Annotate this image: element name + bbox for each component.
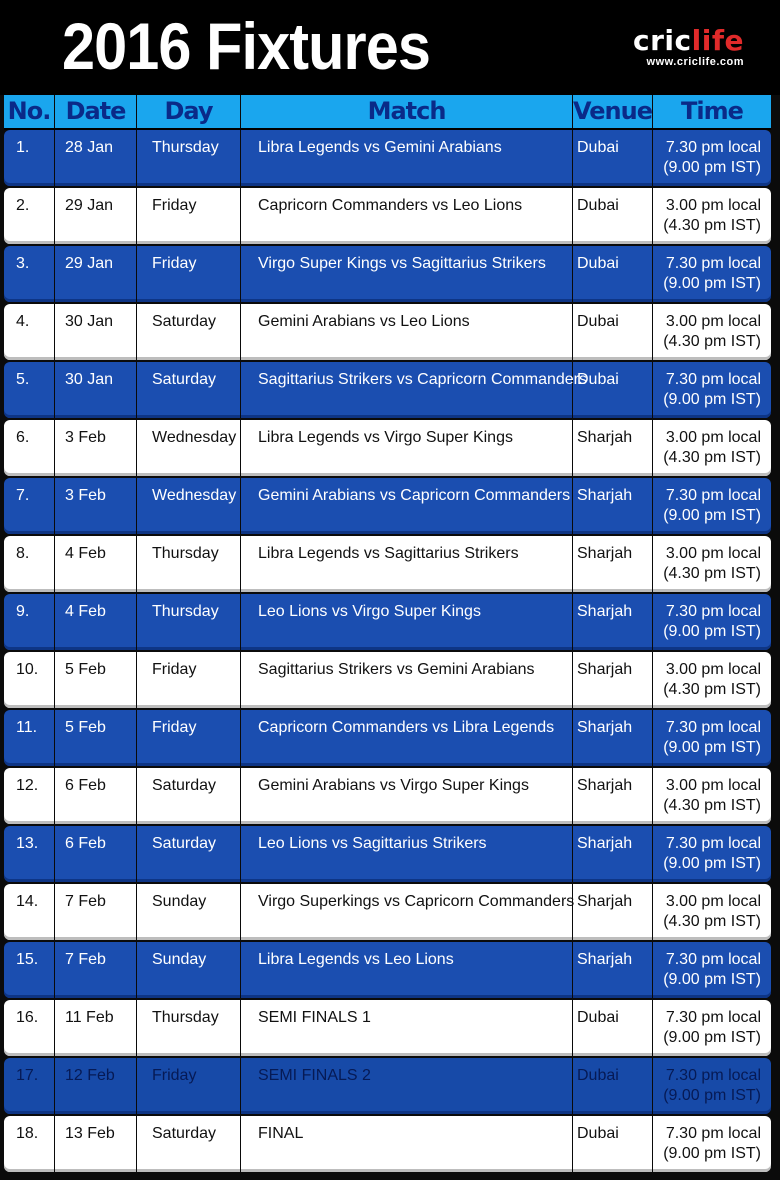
fixture-time xyxy=(653,884,771,940)
fixture-time-local: 3.00 pm local xyxy=(665,545,761,562)
fixture-venue: Sharjah xyxy=(573,478,653,534)
fixture-date: 6 Feb xyxy=(55,826,137,882)
column-header-time: Time xyxy=(681,97,743,125)
column-header-venue: Venue xyxy=(573,95,653,128)
fixture-number: 5. xyxy=(4,362,55,418)
table-row xyxy=(4,130,771,186)
fixture-venue: Dubai xyxy=(573,246,653,302)
fixture-venue: Sharjah xyxy=(573,942,653,998)
brand-logo xyxy=(633,26,744,68)
table-row xyxy=(4,304,771,360)
table-row xyxy=(4,1000,771,1056)
fixture-day: Saturday xyxy=(137,362,241,418)
fixture-date: 29 Jan xyxy=(55,246,137,302)
fixture-time xyxy=(653,768,771,824)
fixture-number: 10. xyxy=(4,652,55,708)
table-row xyxy=(4,362,771,418)
fixture-time xyxy=(653,942,771,998)
fixture-date: 5 Feb xyxy=(55,652,137,708)
fixture-date: 7 Feb xyxy=(55,942,137,998)
fixture-time-ist: (9.00 pm IST) xyxy=(663,1029,761,1046)
fixture-date: 3 Feb xyxy=(55,420,137,476)
fixtures-body xyxy=(4,130,771,1172)
fixture-time-ist: (9.00 pm IST) xyxy=(663,507,761,524)
fixture-number: 15. xyxy=(4,942,55,998)
table-row xyxy=(4,1058,771,1114)
table-row xyxy=(4,884,771,940)
fixture-time-local: 7.30 pm local xyxy=(665,719,761,736)
fixture-date: 29 Jan xyxy=(55,188,137,244)
fixture-venue: Dubai xyxy=(573,1058,653,1114)
fixture-match: Virgo Superkings vs Capricorn Commanders xyxy=(241,884,573,940)
fixture-date: 4 Feb xyxy=(55,594,137,650)
fixture-day: Friday xyxy=(137,1058,241,1114)
fixture-venue: Dubai xyxy=(573,1116,653,1172)
table-row xyxy=(4,826,771,882)
fixture-date: 3 Feb xyxy=(55,478,137,534)
fixture-day: Saturday xyxy=(137,1116,241,1172)
fixture-time xyxy=(653,536,771,592)
fixture-number: 9. xyxy=(4,594,55,650)
fixture-time-local: 3.00 pm local xyxy=(665,893,761,910)
table-header xyxy=(4,95,771,130)
fixture-match: SEMI FINALS 2 xyxy=(241,1058,573,1114)
fixture-venue: Sharjah xyxy=(573,826,653,882)
fixture-match: Capricorn Commanders vs Libra Legends xyxy=(241,710,573,766)
fixture-day: Thursday xyxy=(137,130,241,186)
fixture-day: Thursday xyxy=(137,1000,241,1056)
fixture-time-ist: (9.00 pm IST) xyxy=(663,275,761,292)
table-row xyxy=(4,246,771,302)
table-row xyxy=(4,478,771,534)
fixture-time-local: 3.00 pm local xyxy=(665,777,761,794)
fixture-number: 4. xyxy=(4,304,55,360)
brand-logo-part1: cric xyxy=(633,24,692,57)
fixture-time-ist: (4.30 pm IST) xyxy=(663,913,761,930)
fixture-time-local: 7.30 pm local xyxy=(665,603,761,620)
fixture-time xyxy=(653,1058,771,1114)
fixture-time-ist: (4.30 pm IST) xyxy=(663,565,761,582)
fixture-match: Gemini Arabians vs Leo Lions xyxy=(241,304,573,360)
fixture-time xyxy=(653,304,771,360)
page-header xyxy=(0,0,780,95)
fixture-day: Saturday xyxy=(137,768,241,824)
fixture-day: Thursday xyxy=(137,536,241,592)
fixture-time-local: 7.30 pm local xyxy=(665,139,761,156)
fixture-day: Friday xyxy=(137,188,241,244)
fixture-number: 1. xyxy=(4,130,55,186)
fixture-time-ist: (9.00 pm IST) xyxy=(663,159,761,176)
fixture-time-local: 3.00 pm local xyxy=(665,429,761,446)
fixture-day: Thursday xyxy=(137,594,241,650)
column-header-day: Day xyxy=(137,95,241,128)
fixture-time-ist: (4.30 pm IST) xyxy=(663,797,761,814)
fixture-venue: Sharjah xyxy=(573,536,653,592)
fixture-match: Leo Lions vs Virgo Super Kings xyxy=(241,594,573,650)
fixture-match: SEMI FINALS 1 xyxy=(241,1000,573,1056)
fixture-time xyxy=(653,1000,771,1056)
fixture-number: 17. xyxy=(4,1058,55,1114)
fixture-date: 28 Jan xyxy=(55,130,137,186)
table-row xyxy=(4,942,771,998)
fixture-venue: Dubai xyxy=(573,188,653,244)
fixture-match: Sagittarius Strikers vs Capricorn Commanders xyxy=(241,362,573,418)
fixture-time xyxy=(653,130,771,186)
fixtures-table xyxy=(4,95,771,1174)
fixture-time-local: 7.30 pm local xyxy=(665,835,761,852)
fixture-match: Libra Legends vs Leo Lions xyxy=(241,942,573,998)
fixture-day: Friday xyxy=(137,246,241,302)
fixture-time-local: 7.30 pm local xyxy=(665,371,761,388)
fixture-time-local: 3.00 pm local xyxy=(665,313,761,330)
fixture-time-local: 3.00 pm local xyxy=(665,661,761,678)
fixture-time-ist: (9.00 pm IST) xyxy=(663,623,761,640)
fixture-date: 6 Feb xyxy=(55,768,137,824)
fixture-match: Libra Legends vs Sagittarius Strikers xyxy=(241,536,573,592)
table-row xyxy=(4,594,771,650)
fixture-time-local: 7.30 pm local xyxy=(665,255,761,272)
fixture-time-ist: (9.00 pm IST) xyxy=(663,739,761,756)
fixture-date: 4 Feb xyxy=(55,536,137,592)
fixture-match: Capricorn Commanders vs Leo Lions xyxy=(241,188,573,244)
fixture-time-local: 7.30 pm local xyxy=(665,1067,761,1084)
fixture-time-ist: (9.00 pm IST) xyxy=(663,391,761,408)
column-header-match: Match xyxy=(241,95,573,128)
fixture-day: Sunday xyxy=(137,942,241,998)
fixture-time-local: 7.30 pm local xyxy=(665,487,761,504)
fixture-number: 2. xyxy=(4,188,55,244)
fixture-time xyxy=(653,420,771,476)
fixture-venue: Dubai xyxy=(573,362,653,418)
fixture-number: 6. xyxy=(4,420,55,476)
fixture-match: Virgo Super Kings vs Sagittarius Strikers xyxy=(241,246,573,302)
fixture-day: Wednesday xyxy=(137,420,241,476)
fixture-time-ist: (9.00 pm IST) xyxy=(663,971,761,988)
table-row xyxy=(4,188,771,244)
column-header-date: Date xyxy=(55,95,137,128)
fixture-day: Friday xyxy=(137,652,241,708)
fixture-time xyxy=(653,652,771,708)
fixture-match: Leo Lions vs Sagittarius Strikers xyxy=(241,826,573,882)
fixture-match: Gemini Arabians vs Capricorn Commanders xyxy=(241,478,573,534)
fixture-date: 30 Jan xyxy=(55,304,137,360)
brand-url: www.criclife.com xyxy=(646,56,744,68)
fixture-venue: Sharjah xyxy=(573,768,653,824)
fixture-number: 14. xyxy=(4,884,55,940)
fixture-time-ist: (9.00 pm IST) xyxy=(663,855,761,872)
fixture-time-local: 7.30 pm local xyxy=(665,1125,761,1142)
fixture-time xyxy=(653,1116,771,1172)
fixture-venue: Sharjah xyxy=(573,652,653,708)
table-row xyxy=(4,652,771,708)
table-row xyxy=(4,710,771,766)
table-row xyxy=(4,420,771,476)
column-header-no: No. xyxy=(4,95,55,128)
fixture-time-ist: (4.30 pm IST) xyxy=(663,333,761,350)
fixture-number: 3. xyxy=(4,246,55,302)
fixture-day: Sunday xyxy=(137,884,241,940)
fixture-date: 7 Feb xyxy=(55,884,137,940)
fixture-number: 16. xyxy=(4,1000,55,1056)
fixture-number: 12. xyxy=(4,768,55,824)
fixture-date: 30 Jan xyxy=(55,362,137,418)
fixture-number: 8. xyxy=(4,536,55,592)
fixture-time-local: 7.30 pm local xyxy=(665,1009,761,1026)
fixture-date: 12 Feb xyxy=(55,1058,137,1114)
fixture-time-ist: (9.00 pm IST) xyxy=(663,1145,761,1162)
fixture-time-local: 3.00 pm local xyxy=(665,197,761,214)
fixture-date: 13 Feb xyxy=(55,1116,137,1172)
fixture-venue: Dubai xyxy=(573,130,653,186)
fixture-match: Libra Legends vs Gemini Arabians xyxy=(241,130,573,186)
table-row xyxy=(4,768,771,824)
fixture-time-ist: (4.30 pm IST) xyxy=(663,449,761,466)
table-row xyxy=(4,536,771,592)
fixture-date: 11 Feb xyxy=(55,1000,137,1056)
fixture-venue: Dubai xyxy=(573,1000,653,1056)
fixture-match: FINAL xyxy=(241,1116,573,1172)
fixture-time xyxy=(653,246,771,302)
fixture-venue: Sharjah xyxy=(573,884,653,940)
fixture-time xyxy=(653,594,771,650)
fixture-venue: Sharjah xyxy=(573,594,653,650)
fixture-number: 7. xyxy=(4,478,55,534)
fixture-time xyxy=(653,826,771,882)
fixture-time-ist: (4.30 pm IST) xyxy=(663,217,761,234)
fixture-time-local: 7.30 pm local xyxy=(665,951,761,968)
fixture-venue: Sharjah xyxy=(573,420,653,476)
fixture-number: 18. xyxy=(4,1116,55,1172)
fixture-time xyxy=(653,188,771,244)
fixture-time-ist: (4.30 pm IST) xyxy=(663,681,761,698)
fixture-day: Friday xyxy=(137,710,241,766)
fixture-venue: Sharjah xyxy=(573,710,653,766)
fixture-date: 5 Feb xyxy=(55,710,137,766)
fixture-match: Sagittarius Strikers vs Gemini Arabians xyxy=(241,652,573,708)
fixture-number: 11. xyxy=(4,710,55,766)
brand-logo-part2: life xyxy=(691,24,744,57)
table-row xyxy=(4,1116,771,1172)
page-title: 2016 Fixtures xyxy=(62,9,431,83)
fixture-time-ist: (9.00 pm IST) xyxy=(663,1087,761,1104)
fixture-day: Wednesday xyxy=(137,478,241,534)
fixture-number: 13. xyxy=(4,826,55,882)
fixture-day: Saturday xyxy=(137,826,241,882)
fixture-day: Saturday xyxy=(137,304,241,360)
fixture-match: Gemini Arabians vs Virgo Super Kings xyxy=(241,768,573,824)
fixture-venue: Dubai xyxy=(573,304,653,360)
fixture-time xyxy=(653,710,771,766)
fixture-time xyxy=(653,362,771,418)
fixture-match: Libra Legends vs Virgo Super Kings xyxy=(241,420,573,476)
fixture-time xyxy=(653,478,771,534)
